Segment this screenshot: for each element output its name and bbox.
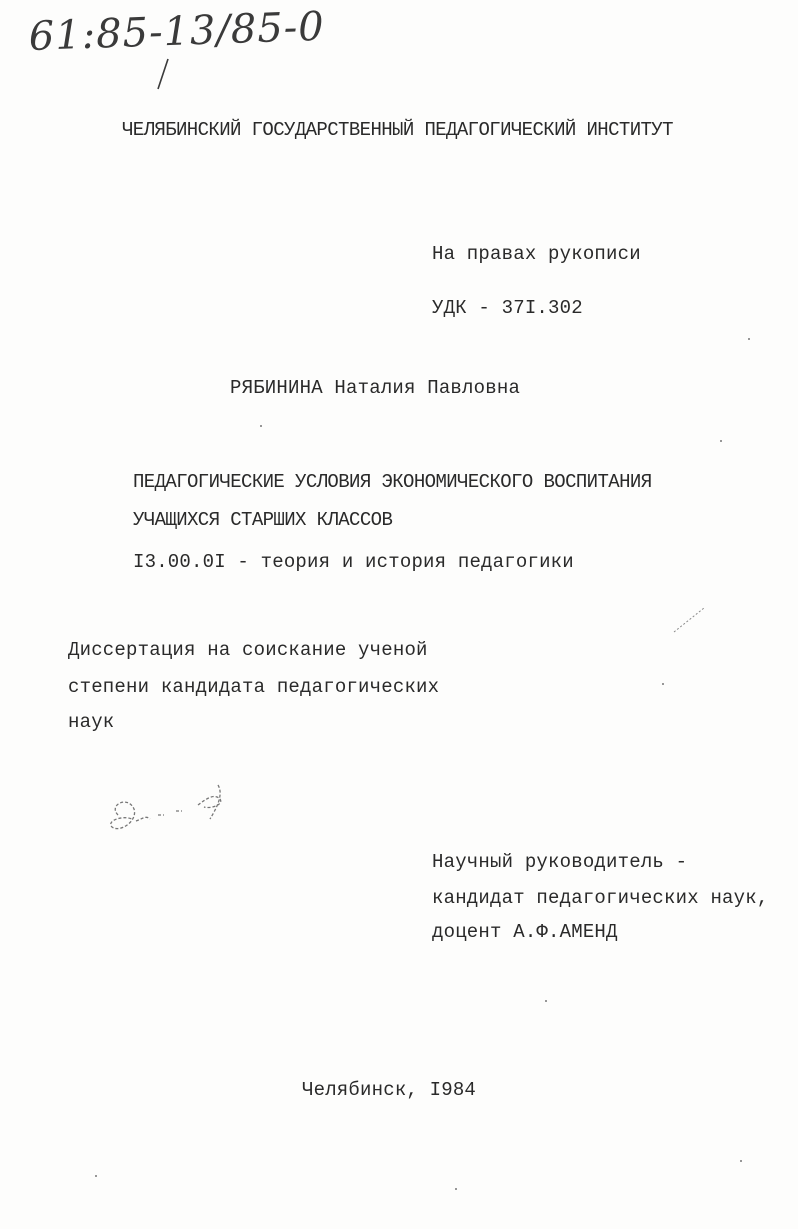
handwritten-signature [98,775,248,855]
supervisor-line-1: Научный руководитель - [432,851,688,873]
paper-speck [720,440,722,442]
paper-speck [748,338,750,340]
paper-speck [740,1160,742,1162]
paper-speck [260,425,262,427]
dissertation-title-line-1: ПЕДАГОГИЧЕСКИЕ УСЛОВИЯ ЭКОНОМИЧЕСКОГО ВОСПИТАНИЯ [133,471,652,493]
paper-speck [662,683,664,685]
institution-name: ЧЕЛЯБИНСКИЙ ГОСУДАРСТВЕННЫЙ ПЕДАГОГИЧЕСКИЙ ИНСТИТУТ [122,119,673,141]
dissertation-title-line-2: УЧАЩИХСЯ СТАРШИХ КЛАССОВ [133,509,393,531]
margin-pen-mark [670,600,710,640]
place-and-year: Челябинск, I984 [302,1079,477,1101]
degree-statement-line-2: степени кандидата педагогических [68,676,440,698]
supervisor-line-2: кандидат педагогических наук, [432,887,769,909]
degree-statement-line-1: Диссертация на соискание ученой [68,639,428,661]
paper-speck [455,1188,457,1190]
degree-statement-line-3: наук [68,711,115,733]
specialty-code: I3.00.0I - теория и история педагогики [133,551,574,573]
paper-speck [95,1175,97,1177]
archive-code-underline-mark [150,55,180,95]
author-name: РЯБИНИНА Наталия Павловна [230,377,521,399]
udc-code: УДК - 37I.302 [432,297,583,319]
manuscript-rights-note: На правах рукописи [432,243,641,265]
archive-code-handwritten: 61:85-13/85-0 [28,3,326,60]
supervisor-line-3: доцент А.Ф.АМЕНД [432,921,618,943]
paper-speck [545,1000,547,1002]
